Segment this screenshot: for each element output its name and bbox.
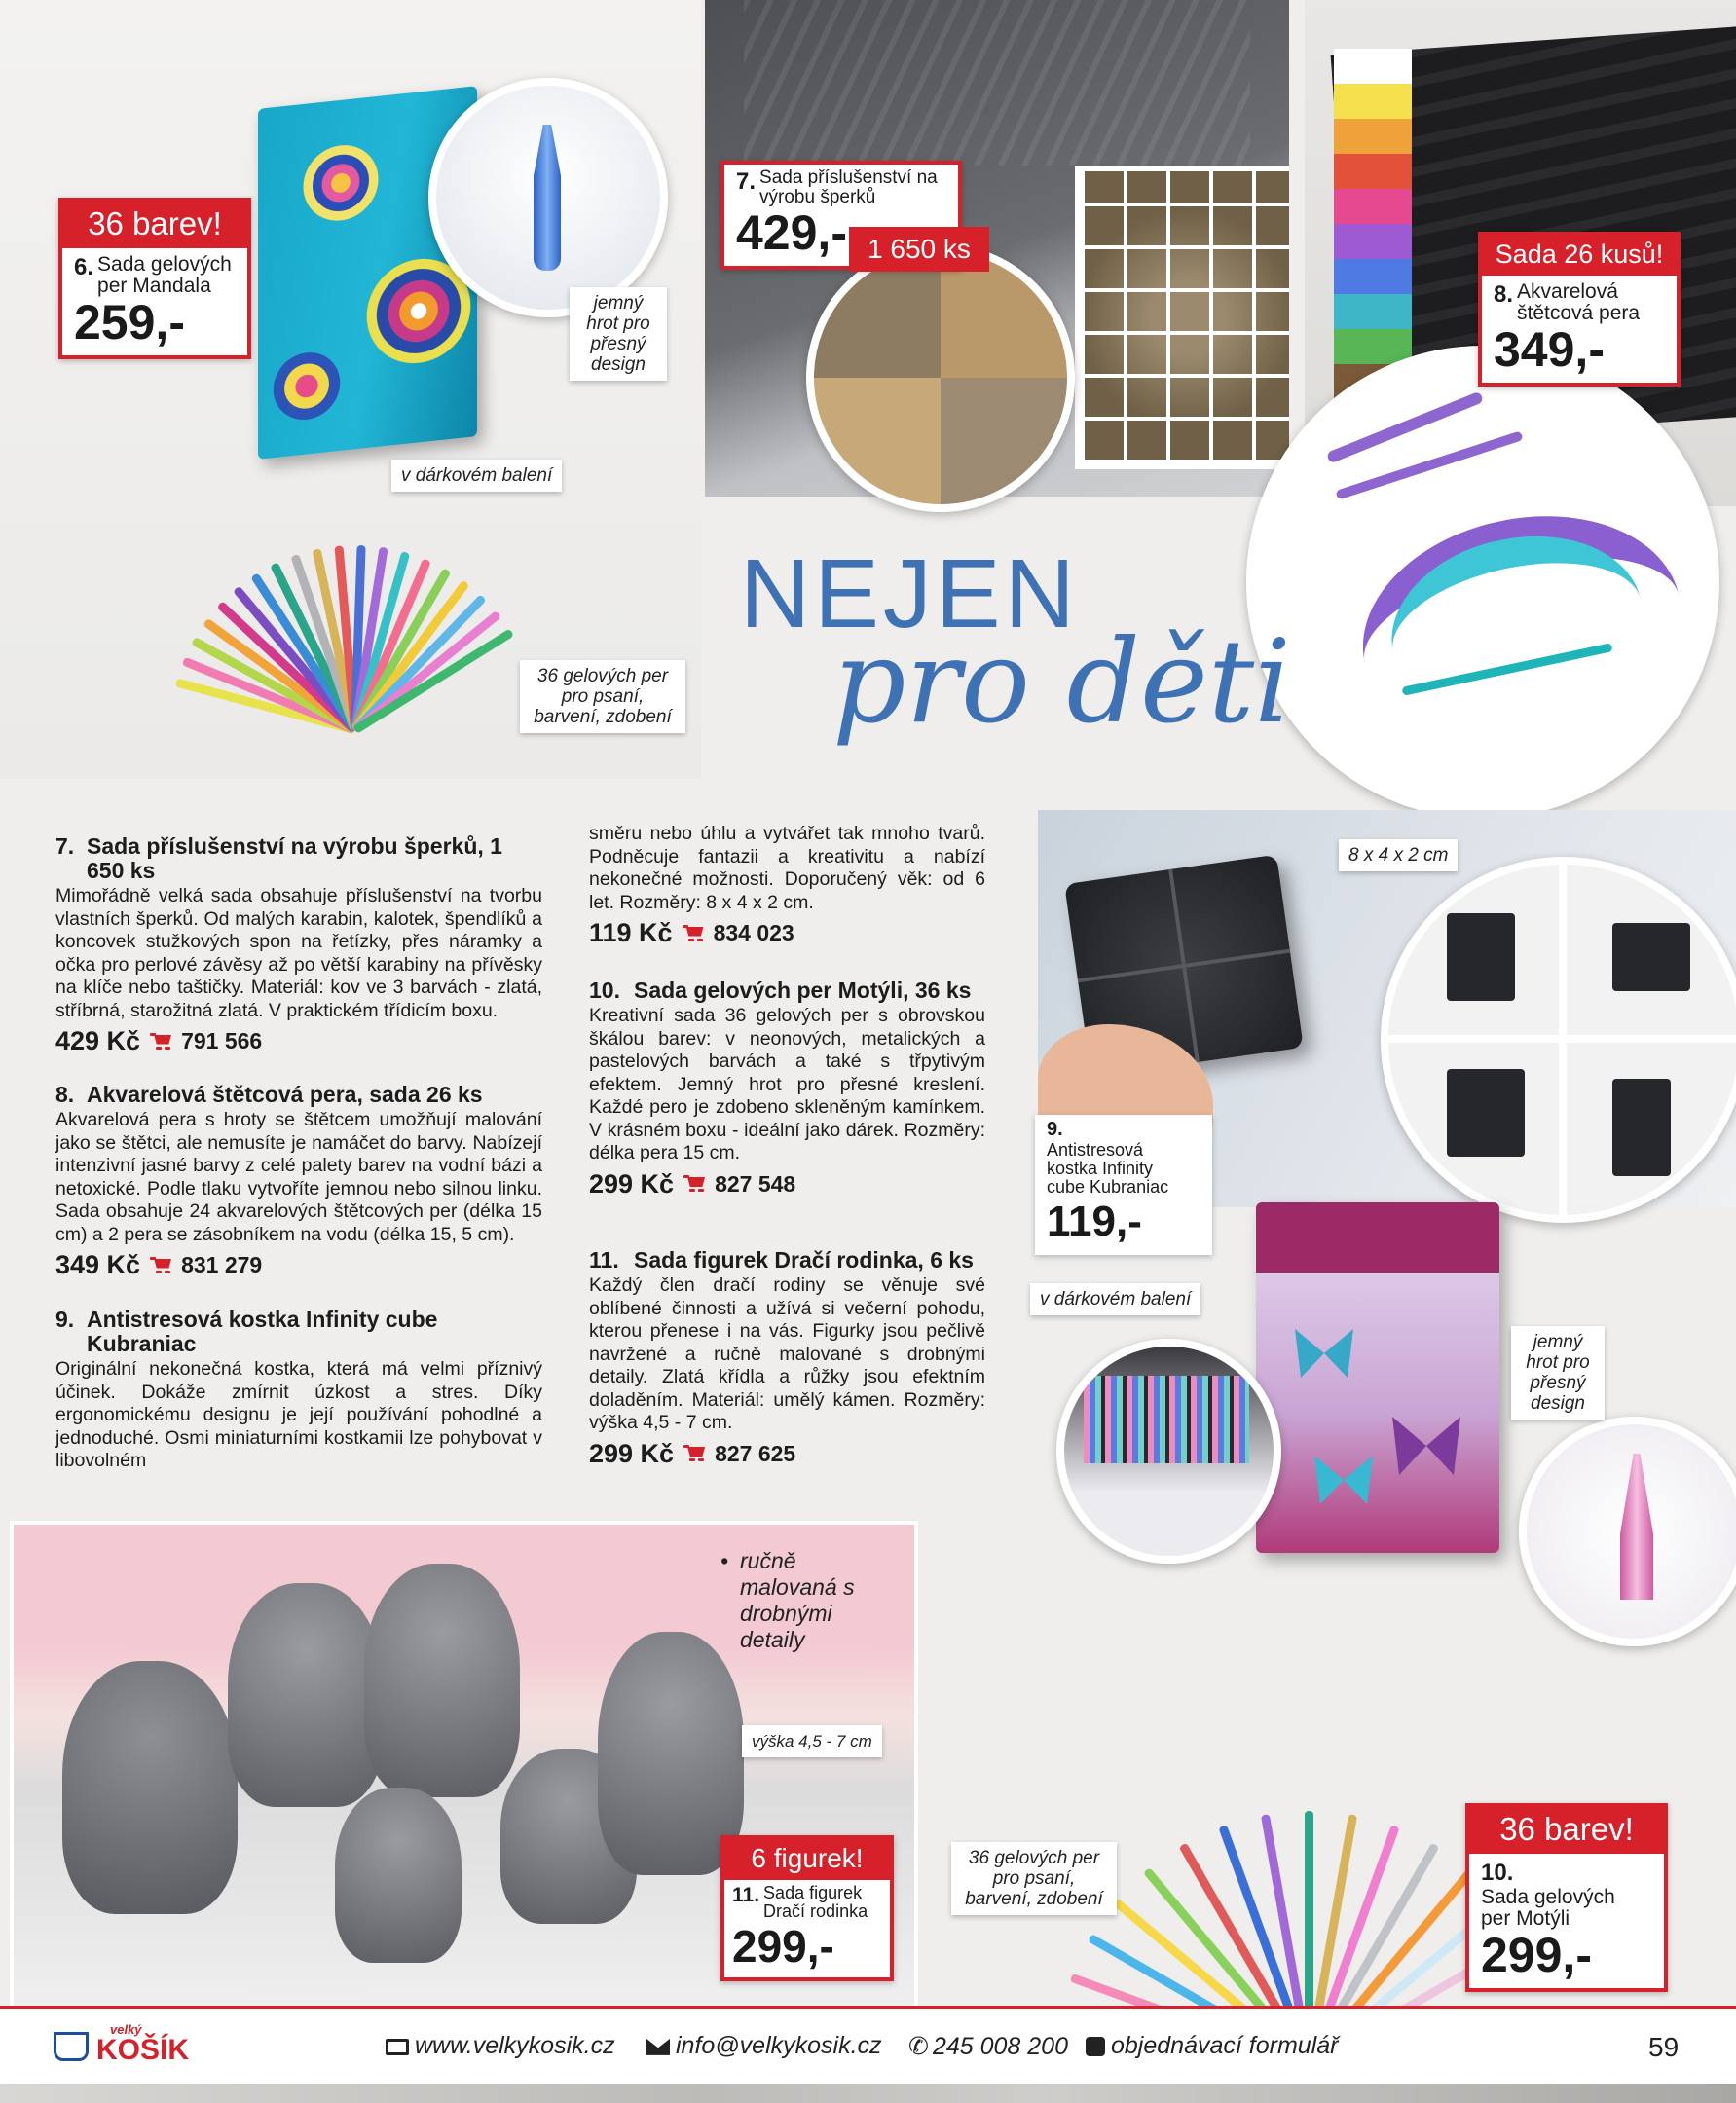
tag-name: Sada příslušenství na výrobu šperků (759, 167, 938, 207)
article-price: 349 Kč 831 279 (55, 1250, 263, 1279)
order-code: 827 625 (715, 1440, 796, 1466)
article-text: Originální nekonečná kostka, která má velmi příznivý účinek. Dokáže zmírnit úzkost a stres. Díky ergonomickému designu je její používání pohodlné a jednoduché. Osmi miniaturními kostkamii lze pohybovat v libovolném (55, 1358, 542, 1471)
article-11: 11. Sada figurek Dračí rodinka, 6 ks Každý člen dračí rodiny se věnuje své oblíbené činnosti a užívá si večerní pohodu, kterou přenese i na vás. Figurky jsou pečlivě navržené a ručně malované s drobnými detaily. Zlatá křídla a růžky jsou efektním doladěním. Materiál: umělý kámen. Rozměry: výška 4,5 - 7 cm. 299 Kč 827 625 (589, 1247, 985, 1468)
footer-email[interactable]: info@velkykosik.cz (646, 2032, 882, 2060)
caption-fine-tip-2: jemný hrot pro přesný design (1511, 1326, 1605, 1420)
article-9-continued (589, 823, 985, 948)
monitor-icon (386, 2039, 409, 2055)
cart-icon (683, 1445, 705, 1462)
article-7: 7. Sada příslušenství na výrobu šperků, 1 650 ks Mimořádně velká sada obsahuje příslušenství na tvorbu vlastních šperků. Od malých karabin, kalotek, špendlíků a koncovek stužkových spon na řetízky, přes náramky a očka pro perlové závěsy až po větší karabiny na přívěsky na klíče nebo taštičky. Materiál: kov ve 3 barvách - zlatá, stříbrná, starožitná zlatá. V praktickém třídicím boxu. 429 Kč 791 566 (55, 833, 542, 1055)
tag-banner: Sada 26 kusů! (1482, 236, 1677, 276)
footer-phone[interactable]: ✆ 245 008 200 (908, 2033, 1068, 2060)
article-8: 8. Akvarelová štětcová pera, sada 26 ks Akvarelová pera s hroty se štětcem umožňují malování jako se štětci, ale nemusíte je namáčet do barvy. Nabízejí intenzivní jasné barvy z celé palety barev na vodní bázi a netoxické. Podle tlaku vytvoříte jemnou nebo silnou linku. Sada obsahuje 24 akvarelových štětcových per (délka 15 cm) a 2 pera se zásobníkem na vodu (délka 15, 5 cm). 349 Kč 831 279 (55, 1082, 542, 1279)
article-title: Antistresová kostka Infinity cube Kubraniac (87, 1307, 438, 1356)
bullet-icon: • (720, 1548, 729, 1573)
caption-cube-size: 8 x 4 x 2 cm (1339, 839, 1458, 871)
tag-price: 349,- (1494, 322, 1605, 377)
tag-number: 6. (74, 254, 94, 280)
tag-price: 429,- (736, 205, 847, 260)
article-10: 10. Sada gelových per Motýli, 36 ks Kreativní sada 36 gelových per s obrovskou škálou barev: v neonových, metalických a pastelových barvách a také s třpytivým efektem. Jemný hrot pro přesné kreslení. Každé pero je zdobeno skleněným kamínkem. V krásném boxu - ideální jako dárek. Rozměry: délka pera 15 cm. 299 Kč 827 548 (589, 978, 985, 1199)
logo-big-text: KOŠÍK (96, 2034, 190, 2066)
tag-price: 259,- (74, 295, 185, 350)
logo-small-text: velký (110, 2022, 142, 2037)
tag-price: 119,- (1047, 1198, 1142, 1245)
price-tag-11 (720, 1835, 894, 1981)
butterfly-pens-box-circle (1056, 1339, 1281, 1564)
envelope-icon (646, 2039, 670, 2055)
caption-figure-height: výška 4,5 - 7 cm (742, 1725, 882, 1757)
tag-banner: 36 barev! (62, 202, 247, 248)
cart-icon (150, 1033, 171, 1051)
badge-1650: 1 650 ks (849, 227, 989, 272)
headline-pro-deti: pro děti (832, 614, 1292, 749)
article-price: 119 Kč 834 023 (589, 918, 794, 947)
tag-name: Sada gelových per Mandala (97, 253, 232, 297)
phone-icon: ✆ (908, 2033, 929, 2060)
footer (0, 2006, 1736, 2086)
article-text: směru nebo úhlu a vytvářet tak mnoho tvarů. Podněcuje fantazii a kreativitu a nabízí nekonečné možnosti. Doporučený věk: od 6 let. Rozměry: 8 x 4 x 2 cm. (589, 823, 985, 913)
article-9: 9. Antistresová kostka Infinity cube Kubraniac Originální nekonečná kostka, která má velmi příznivý účinek. Dokáže zmírnit úzkost a stres. Díky ergonomickému designu je její používání pohodlné a jednoduché. Osmi miniaturními kostkamii lze pohybovat v libovolném (55, 1307, 542, 1471)
order-code: 831 279 (181, 1252, 263, 1277)
article-price: 299 Kč 827 548 (589, 1168, 796, 1199)
article-text: Mimořádně velká sada obsahuje příslušenství na tvorbu vlastních šperků. Od malých karabin, kalotek, špendlíků a koncovek stužkových spon na řetízky, přes náramky a očka pro perlové závěsy až po větší karabiny na přívěsky na klíče nebo taštičky. Materiál: kov ve 3 barvách - zlatá, stříbrná, starožitná zlatá. V praktickém třídicím boxu. (55, 885, 542, 1021)
caption-gift-box: v dárkovém balení (391, 460, 562, 492)
order-code: 791 566 (181, 1028, 263, 1053)
pencil-icon (1086, 2037, 1105, 2056)
caption-gel-pens-36: 36 gelových per pro psaní, barvení, zdobení (520, 660, 685, 733)
tag-name: Sada gelových per Motýli (1481, 1886, 1615, 1930)
cube-positions-circle (1381, 857, 1736, 1223)
price-tag-8 (1478, 232, 1681, 387)
logo[interactable] (54, 2022, 209, 2071)
caption-gel-pens-36-2: 36 gelových per pro psaní, barvení, zdobení (951, 1842, 1117, 1915)
footer-web[interactable]: www.velkykosik.cz (386, 2032, 615, 2060)
cart-icon (150, 1257, 171, 1274)
bottom-strip (0, 2084, 1736, 2103)
order-code: 834 023 (713, 920, 794, 945)
headline-nejen: NEJEN (740, 539, 1079, 648)
article-title: Sada příslušenství na výrobu šperků, 1 650 ks (87, 833, 502, 883)
tag-banner: 36 barev! (1469, 1807, 1664, 1854)
caption-gift-box-2: v dárkovém balení (1030, 1283, 1200, 1315)
tag-price: 299,- (1481, 1928, 1592, 1982)
tag-number: 9. (1047, 1119, 1063, 1140)
article-text: Akvarelová pera s hroty se štětcem umožňují malování jako se štětci, ale nemusíte je namáčet do barvy. Nabízejí intenzivní jasné barvy z celé palety barev na vodní bázi a netoxické. Podle tlaku vytvoříte jemnou nebo silnou linku. Sada obsahuje 24 akvarelových štětcových per (délka 15 cm) a 2 pera se zásobníkem na vodu (délka 15, 5 cm). (55, 1109, 542, 1245)
article-price: 429 Kč 791 566 (55, 1026, 263, 1055)
page-number: 59 (1648, 2032, 1680, 2062)
article-text: Kreativní sada 36 gelových per s obrovskou škálou barev: v neonových, metalických a pastelových barvách a také s třpytivým efektem. Jemný hrot pro přesné kreslení. Každé pero je zdobeno skleněným kamínkem. V krásném boxu - ideální jako dárek. Rozměry: délka pera 15 cm. (589, 1005, 985, 1163)
tag-name: Antistresová kostka Infinity cube Kubraniac (1047, 1140, 1169, 1197)
tag-banner: 6 figurek! (724, 1839, 890, 1880)
tag-name: Akvarelová štětcová pera (1517, 280, 1641, 324)
caption-hand-painted: • ručně malovaná s drobnými detaily (720, 1548, 855, 1652)
price-tag-10 (1465, 1803, 1668, 1992)
cart-icon (683, 1175, 705, 1193)
order-code: 827 548 (715, 1170, 796, 1197)
tag-price: 299,- (732, 1921, 834, 1972)
price-tag-9 (1035, 1115, 1212, 1255)
tag-number: 11. (732, 1884, 760, 1906)
tag-number: 7. (736, 168, 757, 195)
watercolor-demo-circle (1246, 346, 1719, 819)
tag-number: 8. (1494, 281, 1514, 308)
basket-icon (54, 2032, 89, 2061)
jewelry-findings-circle (806, 243, 1075, 512)
tag-name: Sada figurek Dračí rodinka (763, 1883, 868, 1921)
cart-icon (683, 925, 704, 942)
footer-order-form[interactable]: objednávací formulář (1086, 2032, 1338, 2060)
article-price: 299 Kč 827 625 (589, 1438, 796, 1468)
article-title: Sada figurek Dračí rodinka, 6 ks (634, 1247, 974, 1273)
price-tag-6 (58, 198, 251, 359)
article-title: Akvarelová štětcová pera, sada 26 ks (87, 1082, 483, 1107)
article-text: Každý člen dračí rodiny se věnuje své oblíbené činnosti a užívá si večerní pohodu, kterou přenese i na vás. Figurky jsou pečlivě navržené a ručně malované s drobnými detaily. Zlatá křídla a růžky jsou efektním doladěním. Materiál: umělý kámen. Rozměry: výška 4,5 - 7 cm. (589, 1274, 985, 1433)
butterfly-gift-box (1256, 1202, 1499, 1553)
mandala-tip-circle (428, 78, 668, 317)
tag-number: 10. (1481, 1860, 1514, 1886)
caption-fine-tip: jemný hrot pro přesný design (570, 287, 667, 381)
article-title: Sada gelových per Motýli, 36 ks (634, 978, 972, 1003)
